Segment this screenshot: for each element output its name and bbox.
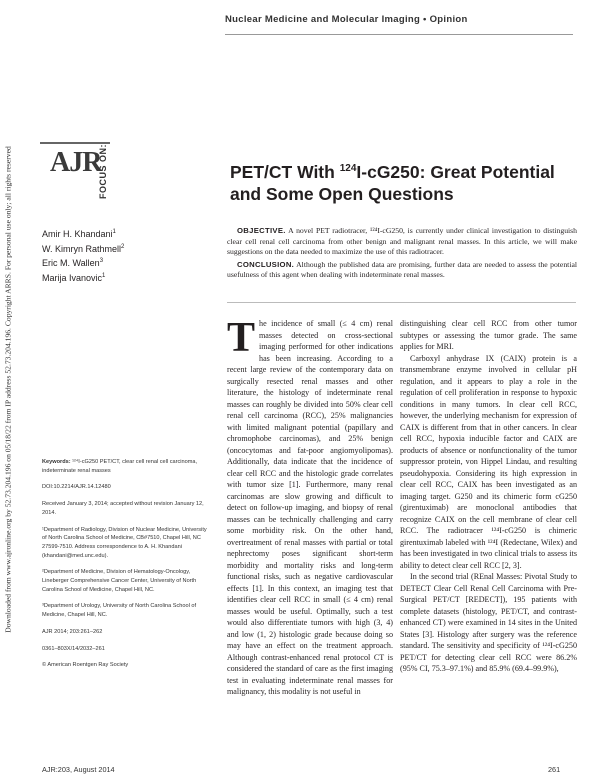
abstract: [227, 226, 577, 283]
page-number: 261: [548, 765, 561, 774]
copyright: © American Roentgen Ray Society: [42, 662, 129, 669]
affiliation-3: ³Department of Urology, University of North Carolina School of Medicine, Chapel Hill, NC.: [42, 603, 197, 619]
author-list: [42, 226, 202, 284]
doi: DOI:10.2214/AJR.14.12480: [42, 484, 111, 491]
body-paragraph: Carboxyl anhydrase IX (CAIX) protein is a transmembrane enzyme involved in cellular pH regulation, and it appears to play a role in the regulation of cell proliferation in response to hypoxic conditions in many tumors. In clear cell RCC, however, the underlying mechanism for expression of CAIX is different from that in other cancers. In clear cell RCC, hypoxia inducible factor and CAIX are products of absence or nonfunctionality of the tumor suppressor protein, von Hippel Lindau, and resulting pseudohypoxia. Considering its high expression in clear cell RCC, CAIX has been investigated as an imaging target. G250 and its chimeric form cG250 (girentuximab) are monoclonal antibodies that recognize CAIX on the cell membrane of clear cell RCC. The radiotracer ¹²⁴I-cG250 is chimeric girentuximab labeled with ¹²⁴I (Redectane, Wilex) and has been investigated in two clinical trials to assess its ability to detect clear cell RCC [2, 3].: [400, 353, 577, 570]
objective-label: OBJECTIVE.: [237, 226, 286, 235]
logo-focus-text: FOCUS ON:: [98, 144, 108, 199]
affiliation-2: ²Department of Medicine, Division of Hematology-Oncology, Lineberger Comprehensive Cancer Center, University of North Carolina School of Medicine, Chapel Hill, NC.: [42, 569, 197, 593]
title-rest: I-cG250: Great Potential and Some Open Questions: [230, 161, 555, 204]
author: Amir H. Khandani$^1$: [42, 229, 116, 239]
conclusion-label: CONCLUSION.: [237, 259, 295, 269]
body-paragraph: The incidence of small (≤ 4 cm) renal masses detected on cross-sectional imaging performed for other indications has been increasing. According to a recent large review of the contemporary data on surgically resected renal masses and other literature, the histology of indeterminate renal masses can roughly be divided into 50% clear cell renal cell carcinoma (RCC), 25% malignancies with limited malignant potential (papillary and chromophobe carcinomas), and 25% benign (oncocytomas and fat-poor angiomyolipomas). Additionally, data indicate that the incidence of clear cell RCC and the histologic grade correlates with tumor size [1]. Furthermore, many renal carcinomas are slow growing and difficult to detect on follow-up imaging, and biopsy of renal masses can be technically challenging and carry some morbidity risk. On the other hand, overtreatment of renal masses with partial or total nephrectomy poses significant short-term morbidity and mortality risks and long-term functional risks, such as negative cardiovascular effects [1]. In this context, an imaging test that identifies clear cell RCC in small (≤ 4 cm) renal masses would be useful. Optimally, such a test would also differentiate tumors with high (3, 4) and low (1, 2) histologic grade because doing so may have an effect on the treatment approach. Although contrast-enhanced renal protocol CT is considered the standard of care as the first imaging test in evaluating indeterminate renal masses for malignancy, this modality is not useful in: [227, 315, 393, 696]
drop-cap: T: [227, 315, 256, 361]
title-isotope-superscript: 124: [339, 163, 357, 174]
author: W. Kimryn Rathmell$^2$: [42, 243, 125, 254]
received-date: Received January 3, 2014; accepted without revision January 12, 2014.: [42, 501, 204, 516]
author: Marija Ivanovic$^1$: [42, 272, 106, 283]
citation: AJR 2014; 203:261–262: [42, 628, 103, 635]
body-paragraph: distinguishing clear cell RCC from other tumor subtypes or assessing the tumor grade. The same applies for MRI.: [400, 319, 577, 351]
objective-text: A novel PET radiotracer, ¹²⁴I-cG250, is currently under clinical investigation to distinguish clear cell renal cell carcinoma from other benign and malignant renal masses. In this article, we will make suggestions on the data needed to maximize the use of this radiotracer.: [227, 226, 578, 256]
body-paragraph: In the second trial (REnal Masses: Pivotal Study to DETECT Clear Cell Renal Cell Carcinoma with Pre-Surgical PET/CT [REDECT]), 195 patients with complete datasets (histology, PET/CT, and contrast-enhanced CT) were examined in 14 sites in the United States [3]. Histology after surgery was the reference standard. The sensitivity and specificity of ¹²⁴I-cG250 PET/CT for detecting clear cell RCC were 86.2% (95% CI, 75.3–97.1%) and 85.9% (69.4–99.9%),: [400, 572, 577, 673]
body-column-2: [400, 318, 577, 675]
title-prefix: PET/CT With: [230, 161, 340, 182]
abstract-divider: [227, 302, 576, 303]
logo-ajr-text: AJR: [50, 147, 102, 178]
issn: 0361–803X/14/2032–261: [42, 645, 105, 652]
keywords: Keywords: ¹²⁴I-cG250 PET/CT, clear cell renal cell carcinoma, indeterminate renal masses: [42, 459, 198, 474]
article-metadata: [42, 458, 212, 678]
header-divider: [225, 34, 573, 35]
conclusion-text: Although the published data are promising, further data are needed to assess the potential usefulness of this agent when dealing with indeterminate renal masses.: [227, 259, 577, 279]
journal-section-header: Nuclear Medicine and Molecular Imaging • Opinion: [225, 14, 468, 25]
body-column-1: [227, 315, 393, 698]
abstract-conclusion: [227, 260, 577, 281]
author: Eric M. Wallen$^3$: [42, 258, 104, 269]
abstract-objective: [227, 226, 577, 258]
ajr-focus-logo: [40, 142, 115, 212]
footer-issue: AJR:203, August 2014: [42, 765, 115, 774]
download-notice: Downloaded from www.ajronline.org by 52.73.204.196 on 05/18/22 from IP address 52.73.204.196. Copyright ARRS. For personal use only; all rights reserved: [3, 146, 13, 633]
article-title: [230, 158, 575, 205]
affiliation-1: ¹Department of Radiology, Division of Nuclear Medicine, University of North Carolina School of Medicine, CB#7510, Chapel Hill, NC 27599-7510. Address correspondence to A. H. Khandani (khandani@med.unc.edu).: [42, 526, 207, 559]
